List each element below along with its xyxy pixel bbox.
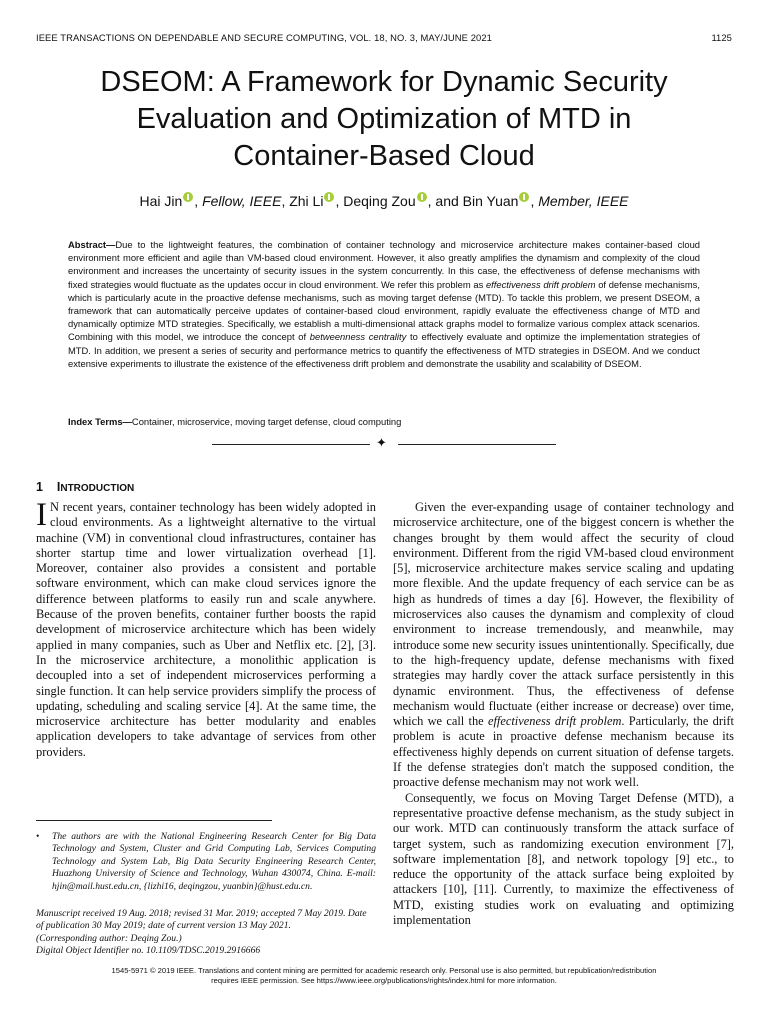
manuscript-info [36, 908, 376, 958]
section-title-initial: I [56, 480, 61, 494]
paragraph-text: Given the ever-expanding usage of container technology and microservice architecture, one of the biggest concern is whether the changes brought by them would affect the security of cloud environment. Different from the rigid VM-based cloud environment [5], microservice architecture makes service scaling and updating more flexible. And the update frequency of each service can be as high as hundreds of times a day [6]. However, the flexibility of microservices also causes the dynamism and complexity of cloud environment to increase tremendously, and meanwhile, may introduce some new security issues unintentionally. Specifically, due to the high-frequency update, defense mechanisms with fixed strategies may hardly cover the attack surface persistently in this dynamic environment. Thus, the effectiveness of defense mechanism would fluctuate (either increase or decrease) over time, which we call the [393, 500, 734, 729]
author-conjunction: , and [427, 193, 463, 209]
divider-line [398, 444, 556, 445]
paragraph-emphasis: effectiveness drift problem [487, 714, 622, 729]
drop-cap: I [36, 497, 47, 533]
author-membership: Member, IEEE [538, 193, 629, 209]
corresponding-author: (Corresponding author: Deqing Zou.) [36, 932, 182, 944]
left-column [36, 497, 376, 760]
paragraph-text: Consequently, we focus on Moving Target Defense (MTD), a representative proactive defense mechanism, as the study subject in our work. MTD can continuously transform the attack surface of target system, such as randomizing execution environment [7], software implementation [8], and network topology [9] etc., to reduce the opportunity of the attack surface being exploited by attackers [10], [11]. Currently, to maximize the effectiveness of MTD, existing studies work on evaluating and optimizing implementation [393, 790, 734, 928]
paragraph [393, 500, 734, 791]
paper-title [40, 64, 728, 175]
author-membership: Fellow, IEEE [202, 193, 282, 209]
abstract-emphasis: effectiveness drift problem [485, 278, 596, 290]
right-column [393, 500, 734, 928]
journal-citation: IEEE TRANSACTIONS ON DEPENDABLE AND SECURE COMPUTING, VOL. 18, NO. 3, MAY/JUNE 2021 [36, 32, 492, 43]
author-name: Bin Yuan [462, 193, 519, 209]
author-list: Hai Jin , Fellow, IEEE, Zhi Li , Deqing Zou , and Bin Yuan , Member, IEEE [139, 193, 629, 209]
page-number: 1125 [711, 32, 732, 43]
index-terms [68, 416, 700, 427]
abstract-emphasis: betweenness centrality [309, 331, 407, 343]
title-line-2: Evaluation and Optimization of MTD in [136, 103, 632, 135]
paragraph-text: . Particularly, the drift problem is acute in proactive defense mechanism because its effectiveness highly depends on current situation of defense targets. If the defense strategies don't match the supposed condition, the proactive defense mechanism may not work well. [393, 714, 734, 790]
section-title-rest: NTRODUCTION [60, 483, 135, 494]
index-terms-label: Index Terms— [68, 416, 132, 427]
author-name: Deqing Zou [343, 193, 416, 209]
abstract-text: of defense mechanisms, which is particularly acute in the proactive defense mechanisms, such as moving target defense (MTD). To tackle this problem, we present DSEOM, a framework that can automatically perceive updates of container-based cloud environment, rapidly evaluate the effectiveness change of MTD and dynamically optimize MTD strategies. Specifically, we establish a multi-dimensional attack graphs model to formalize various complex attack scenarios. Combining with this model, we introduce the concept of [68, 278, 700, 343]
section-heading [36, 480, 134, 494]
footnote-bullet: • [36, 831, 40, 842]
paragraph-lead: N recent years, [50, 500, 126, 514]
author-affiliation-footnote [36, 831, 376, 893]
orcid-icon[interactable] [183, 192, 193, 202]
author-name: Zhi Li [289, 193, 324, 209]
paragraph [36, 497, 376, 760]
abstract-text: to effectively evaluate and optimize the implementation strategies of MTD. In addition, we present a series of security and performance metrics to quantify the effectiveness of MTD strategies in DSEOM. And we conduct extensive experiments to illustrate the existence of the effectiveness drift problem and demonstrate the usability and scalability of DSEOM. [68, 331, 700, 369]
running-header [36, 32, 732, 46]
divider-line [212, 444, 370, 445]
section-number: 1 [36, 480, 43, 494]
copyright-notice [36, 966, 732, 985]
orcid-icon[interactable] [324, 192, 334, 202]
orcid-icon[interactable] [417, 192, 427, 202]
abstract [68, 238, 700, 370]
index-terms-text: Container, microservice, moving target defense, cloud computing [131, 416, 402, 427]
abstract-text: Due to the lightweight features, the combination of container technology and microservice architecture makes container-based cloud environment more efficient and agile than VM-based cloud environment. However, it also greatly amplifies the dynamism and complexity of the cloud environment and increases the uncertainty of security issues in the system concurrently. In this case, the effectiveness of defense mechanisms with fixed strategies would fluctuate as the updates occur in cloud environment. We refer this problem as [68, 239, 700, 290]
title-line-3: Container-Based Cloud [233, 140, 535, 172]
manuscript-dates: Manuscript received 19 Aug. 2018; revised 31 Mar. 2019; accepted 7 May 2019. Date of publication 30 May 2019; date of current version 13 May 2021. [36, 908, 367, 932]
orcid-icon[interactable] [519, 192, 529, 202]
divider-ornament-icon: ✦ [376, 436, 387, 451]
paragraph [393, 791, 734, 929]
footnote-rule [36, 820, 272, 821]
abstract-label: Abstract— [68, 239, 116, 250]
copyright-line-2: requires IEEE permission. See https://www.ieee.org/publications/rights/index.html for more information. [211, 975, 557, 985]
paragraph-text: container technology has been widely adopted in cloud environments. As a lightweight alternative to the virtual machine (VM) in conventional cloud infrastructures, container has shorter startup time and lower virtualization overhead [1]. Moreover, container also provides a consistent and portable software environment, which can make cloud services ignore the difference between platforms to easily run and scale anywhere. Because of the proven benefits, container further boosts the rapid development of microservice architecture which has been widely applied in many companies, such as Uber and Netflix etc. [2], [3]. In the microservice architecture, a monolithic application is decoupled into a set of independent microservices performing a single function. It can help service providers simplify the process of updating, scheduling and scaling service [4]. At the same time, the microservice architecture has better modularity and enables application developers to take advantage of services from other providers. [36, 500, 376, 759]
doi: Digital Object Identifier no. 10.1109/TDSC.2019.2916666 [36, 945, 261, 957]
footnote-text: The authors are with the National Engineering Research Center for Big Data Technology and System, Cluster and Grid Computing Lab, Services Computing Technology and System Lab, Big Data Security Engineering Research Center, Huazhong University of Science and Technology, Wuhan 430074, China. E-mail: hjin@mail.hust.edu.cn, {lizhi16, deqingzou, yuanbin}@hust.edu.cn. [52, 831, 376, 892]
title-line-1: DSEOM: A Framework for Dynamic Security [100, 66, 668, 98]
author-name: Hai Jin [139, 193, 183, 209]
copyright-line-1: 1545-5971 © 2019 IEEE. Translations and content mining are permitted for academic research only. Personal use is also permitted, but republication/redistribution [111, 966, 657, 975]
